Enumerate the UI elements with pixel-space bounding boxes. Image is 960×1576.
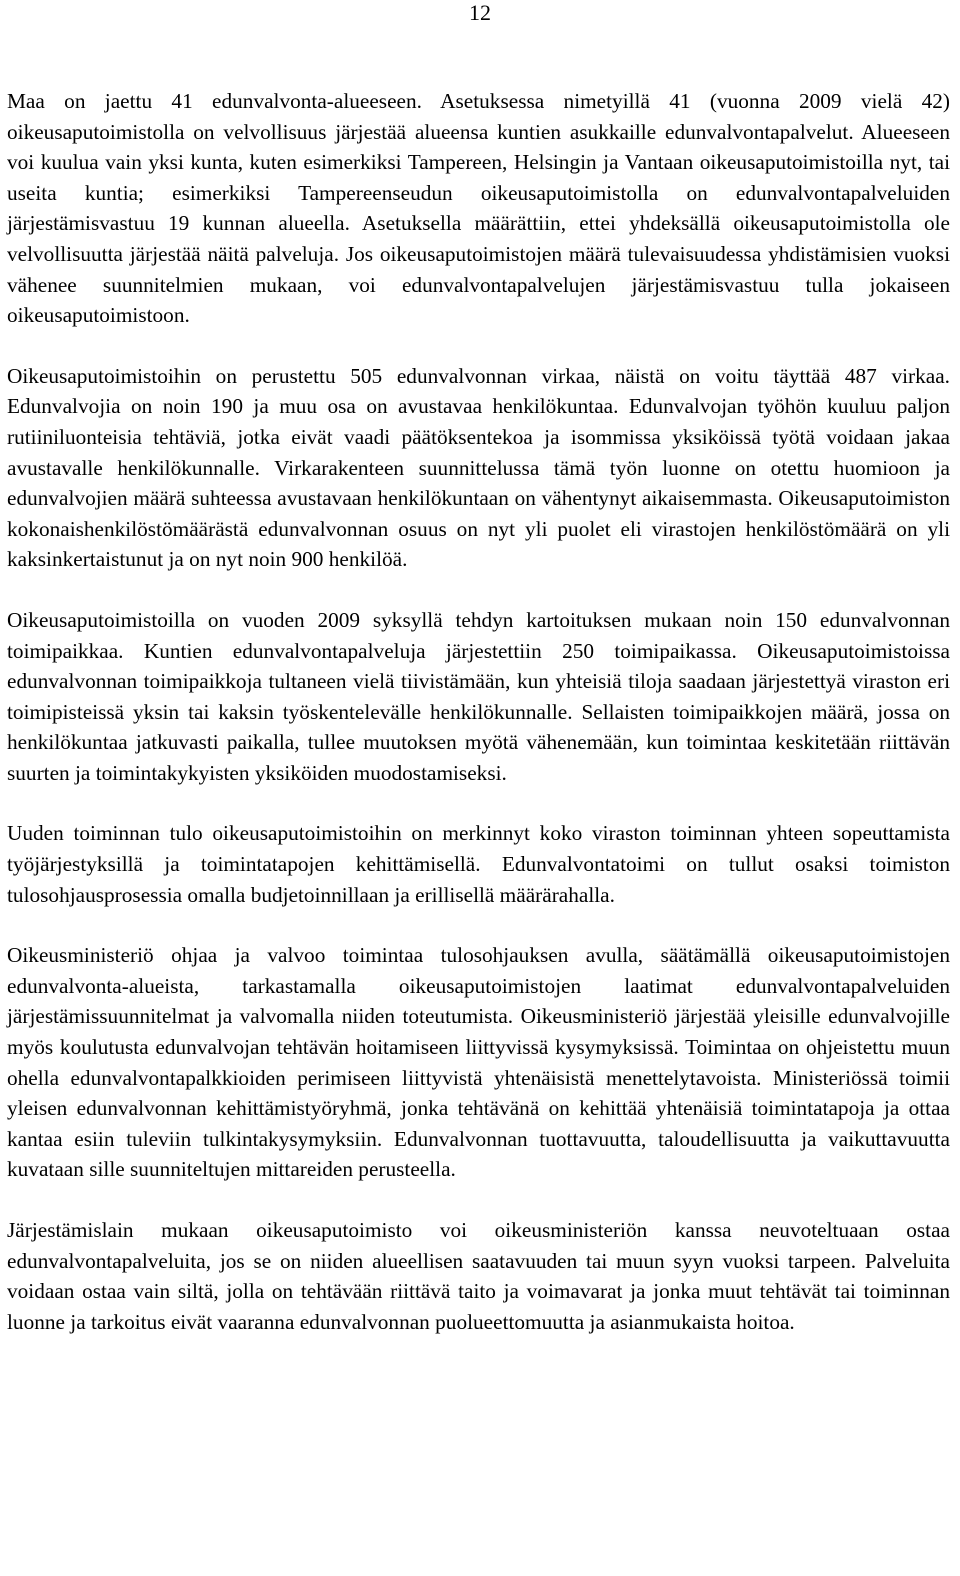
paragraph-regions: Maa on jaettu 41 edunvalvonta-alueeseen. Asetuksessa nimetyillä 41 (vuonna 2009 vielä 42) oikeusaputoimistolla on velvollisuus järjestää alueensa kuntien asukkaille edunvalvontapalvelut. Alueeseen voi kuulua vain yksi kunta, kuten esimerkiksi Tampereen, Helsingin ja Vantaan oikeusaputoimistoilla nyt, tai useita kuntia; esimerkiksi Tampereenseudun oikeusaputoimistolla on edunvalvontapalveluiden järjestämisvastuu 19 kunnan alueella. Asetuksella määrättiin, ettei yhdeksällä oikeusaputoimistolla ole velvollisuutta järjestää näitä palveluja. Jos oikeusaputoimistojen määrä tulevaisuudessa yhdistämisien vuoksi vähenee suunnitelmien mukaan, voi edunvalvontapalvelujen järjestämisvastuu tulla jokaiseen oikeusaputoimistoon.	[7, 89, 950, 328]
paragraph-purchasing: Järjestämislain mukaan oikeusaputoimisto voi oikeusministeriön kanssa neuvoteltuaan ostaa edunvalvontapalveluita, jos se on niiden alueellisen saatavuuden tai muun syyn vuoksi tarpeen. Palveluita voidaan ostaa vain siltä, jolla on tehtävään riittävä taito ja voimavarat ja jonka muut tehtävät tai toiminnan luonne ja tarkoitus eivät vaaranna edunvalvonnan puolueettomuutta ja asianmukaista hoitoa.	[7, 1218, 950, 1334]
page-number: 12	[469, 0, 491, 25]
paragraph-offices: Oikeusaputoimistoilla on vuoden 2009 syksyllä tehdyn kartoituksen mukaan noin 150 edunvalvonnan toimipaikkaa. Kuntien edunvalvontapalveluja järjestettiin 250 toimipaikassa. Oikeusaputoimistoissa edunvalvonnan toimipaikkoja tultaneen vielä tiivistämään, kun yhteisiä tiloja saadaan järjestettyä viraston eri toimipisteissä yksin tai kaksin työskentelevälle henkilökunnalle. Sellaisten toimipaikkojen määrä, jossa on henkilökuntaa jatkuvasti paikalla, tullee muutoksen myötä vähenemään, kun toimintaa keskitetään riittävän suurten ja toimintakykyisten yksiköiden muodostamiseksi.	[7, 607, 950, 785]
paragraph-staffing: Oikeusaputoimistoihin on perustettu 505 edunvalvonnan virkaa, näistä on voitu täyttää 487 virkaa. Edunvalvojia on noin 190 ja muu osa on avustavaa henkilökuntaa. Edunvalvojan työhön kuuluu paljon rutiiniluonteisia tehtäviä, jotka eivät vaadi päätöksentekoa ja isommissa yksiköissä työtä voidaan jakaa avustavalle henkilökunnalle. Virkarakenteen suunnittelussa tämä työn luonne on otettu huomioon ja edunvalvojien määrä suhteessa avustavaan henkilökuntaan on vähentynyt aikaisemmasta. Oikeusaputoimiston kokonaishenkilöstömäärästä edunvalvonnan osuus on nyt yli puolet eli virastojen henkilöstömäärä on yli kaksinkertaistunut ja on nyt noin 900 henkilöä.	[7, 363, 950, 572]
paragraph-integration: Uuden toiminnan tulo oikeusaputoimistoihin on merkinnyt koko viraston toiminnan yhteen sopeuttamista työjärjestyksillä ja toimintatapojen kehittämisellä. Edunvalvontatoimi on tullut osaksi toimiston tulosohjausprosessia omalla budjetoinnillaan ja erillisellä määrärahalla.	[7, 821, 950, 907]
document-body	[7, 86, 950, 1337]
paragraph-ministry-oversight: Oikeusministeriö ohjaa ja valvoo toimintaa tulosohjauksen avulla, säätämällä oikeusaputoimistojen edunvalvonta-alueista, tarkastamalla oikeusaputoimistojen laatimat edunvalvontapalveluiden järjestämissuunnitelmat ja valvomalla niiden toteutumista. Oikeusministeriö järjestää yleisille edunvalvojille myös koulutusta edunvalvojan tehtävän hoitamiseen liittyvissä kysymyksissä. Toimintaa on ohjeistettu muun ohella edunvalvontapalkkioiden perimiseen liittyvistä yhtenäisistä menettelytavoista. Ministeriössä toimii yleisen edunvalvonnan kehittämistyöryhmä, jonka tehtävänä on kehittää yhtenäisiä toimintatapoja ja ottaa kantaa esiin tuleviin tulkintakysymyksiin. Edunvalvonnan tuottavuutta, taloudellisuutta ja vaikuttavuutta kuvataan sille suunniteltujen mittareiden perusteella.	[7, 943, 950, 1182]
